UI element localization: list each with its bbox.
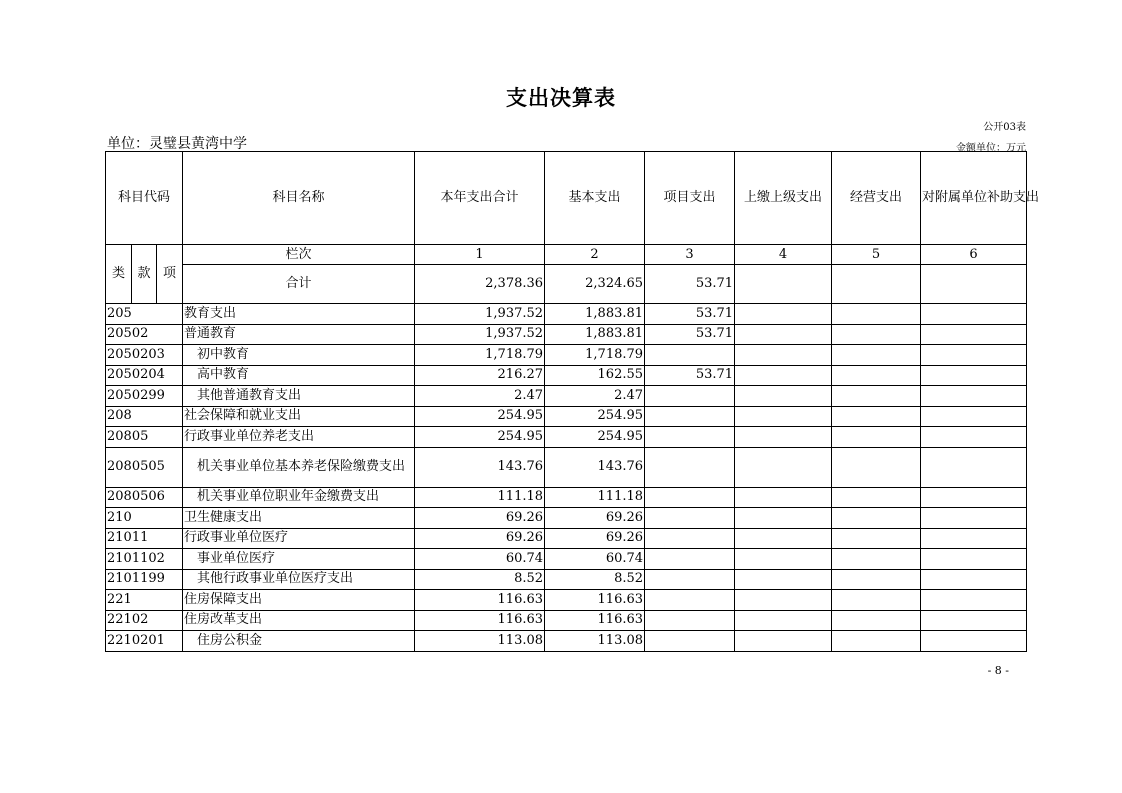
col-number-4: 4 [735,245,832,265]
row-business [832,569,921,590]
row-basic: 1,883.81 [545,304,645,325]
row-basic: 2.47 [545,386,645,407]
row-total: 8.52 [415,569,545,590]
col-number-1: 1 [415,245,545,265]
header-basic: 基本支出 [545,152,645,245]
row-upper [735,590,832,611]
row-code: 21011 [106,528,183,549]
table-row [106,487,1027,508]
header-subsidy: 对附属单位补助支出 [921,152,1027,245]
table-row [106,590,1027,611]
row-name: 高中教育 [183,365,415,386]
row-total: 254.95 [415,406,545,427]
row-upper [735,324,832,345]
row-basic: 60.74 [545,549,645,570]
row-business [832,590,921,611]
total-project: 53.71 [645,265,735,304]
row-basic: 162.55 [545,365,645,386]
total-row [106,265,1027,304]
row-total: 254.95 [415,427,545,448]
header-total: 本年支出合计 [415,152,545,245]
column-number-row [106,245,1027,265]
row-code: 20502 [106,324,183,345]
row-basic: 254.95 [545,406,645,427]
row-subsidy [921,427,1027,448]
header-business: 经营支出 [832,152,921,245]
row-project [645,447,735,487]
col-number-3: 3 [645,245,735,265]
row-basic: 116.63 [545,610,645,631]
row-business [832,427,921,448]
row-subsidy [921,406,1027,427]
col-number-6: 6 [921,245,1027,265]
row-name: 其他普通教育支出 [183,386,415,407]
row-name: 社会保障和就业支出 [183,406,415,427]
row-upper [735,365,832,386]
table-row [106,447,1027,487]
row-project [645,528,735,549]
row-business [832,487,921,508]
row-name: 其他行政事业单位医疗支出 [183,569,415,590]
row-project [645,569,735,590]
row-subsidy [921,631,1027,652]
row-basic: 8.52 [545,569,645,590]
row-project: 53.71 [645,324,735,345]
page-title: 支出决算表 [506,86,616,110]
row-upper [735,345,832,366]
row-project [645,631,735,652]
row-basic: 111.18 [545,487,645,508]
row-upper [735,631,832,652]
row-basic: 69.26 [545,508,645,529]
row-upper [735,447,832,487]
total-label: 合计 [183,265,415,304]
row-upper [735,304,832,325]
row-subsidy [921,487,1027,508]
row-name: 住房公积金 [183,631,415,652]
row-name: 行政事业单位养老支出 [183,427,415,448]
row-basic: 1,883.81 [545,324,645,345]
row-name: 机关事业单位职业年金缴费支出 [183,487,415,508]
header-name: 科目名称 [183,152,415,245]
row-name: 普通教育 [183,324,415,345]
row-subsidy [921,549,1027,570]
total-subsidy [921,265,1027,304]
header-project: 项目支出 [645,152,735,245]
row-business [832,324,921,345]
table-row [106,345,1027,366]
row-project [645,549,735,570]
row-code: 2050204 [106,365,183,386]
form-number: 公开03表 [983,122,1026,133]
header-upper: 上缴上级支出 [735,152,832,245]
row-code: 2101199 [106,569,183,590]
table-row [106,508,1027,529]
row-code: 210 [106,508,183,529]
table-row [106,528,1027,549]
row-basic: 143.76 [545,447,645,487]
row-business [832,345,921,366]
unit-label: 单位：灵璧县黄湾中学 [107,136,247,152]
row-subsidy [921,447,1027,487]
total-business [832,265,921,304]
row-subsidy [921,345,1027,366]
row-total: 1,718.79 [415,345,545,366]
row-code: 2080505 [106,447,183,487]
row-code: 2050203 [106,345,183,366]
row-total: 1,937.52 [415,304,545,325]
row-subsidy [921,528,1027,549]
row-total: 60.74 [415,549,545,570]
expenditure-table [105,151,1040,652]
amount-unit: 金额单位：万元 [956,143,1026,154]
header-lanci: 栏次 [183,245,415,265]
row-subsidy [921,569,1027,590]
row-project [645,345,735,366]
row-upper [735,406,832,427]
row-subsidy [921,508,1027,529]
header-row [106,152,1027,245]
row-business [832,610,921,631]
header-lei: 类 [106,245,132,304]
row-total: 69.26 [415,528,545,549]
row-business [832,365,921,386]
row-project [645,590,735,611]
header-kuan: 款 [132,245,157,304]
row-upper [735,386,832,407]
col-number-2: 2 [545,245,645,265]
row-business [832,447,921,487]
table-row [106,549,1027,570]
row-code: 2210201 [106,631,183,652]
row-project [645,508,735,529]
row-subsidy [921,365,1027,386]
row-total: 116.63 [415,590,545,611]
row-project [645,427,735,448]
row-total: 116.63 [415,610,545,631]
table-row [106,365,1027,386]
row-upper [735,508,832,529]
row-name: 机关事业单位基本养老保险缴费支出 [183,447,415,487]
header-xiang: 项 [157,245,183,304]
row-upper [735,569,832,590]
row-name: 初中教育 [183,345,415,366]
row-business [832,631,921,652]
row-business [832,508,921,529]
row-name: 事业单位医疗 [183,549,415,570]
row-business [832,406,921,427]
row-project [645,406,735,427]
row-business [832,528,921,549]
row-code: 2101102 [106,549,183,570]
total-sum: 2,378.36 [415,265,545,304]
total-upper [735,265,832,304]
row-upper [735,549,832,570]
table-row [106,427,1027,448]
row-basic: 116.63 [545,590,645,611]
row-business [832,549,921,570]
table-row [106,610,1027,631]
row-upper [735,487,832,508]
row-project [645,386,735,407]
row-project [645,610,735,631]
row-basic: 1,718.79 [545,345,645,366]
row-total: 1,937.52 [415,324,545,345]
row-code: 22102 [106,610,183,631]
row-total: 216.27 [415,365,545,386]
row-total: 111.18 [415,487,545,508]
row-code: 205 [106,304,183,325]
row-project: 53.71 [645,365,735,386]
row-subsidy [921,610,1027,631]
row-code: 208 [106,406,183,427]
row-upper [735,528,832,549]
table-row [106,386,1027,407]
row-project: 53.71 [645,304,735,325]
total-basic: 2,324.65 [545,265,645,304]
row-total: 69.26 [415,508,545,529]
row-basic: 254.95 [545,427,645,448]
table-row [106,406,1027,427]
table-row [106,304,1027,325]
row-subsidy [921,590,1027,611]
header-code: 科目代码 [106,152,183,245]
row-name: 教育支出 [183,304,415,325]
row-upper [735,427,832,448]
row-name: 卫生健康支出 [183,508,415,529]
row-code: 2050299 [106,386,183,407]
table-row [106,324,1027,345]
row-subsidy [921,304,1027,325]
row-name: 住房保障支出 [183,590,415,611]
row-subsidy [921,386,1027,407]
row-total: 143.76 [415,447,545,487]
row-code: 2080506 [106,487,183,508]
table-row [106,569,1027,590]
row-basic: 69.26 [545,528,645,549]
row-upper [735,610,832,631]
table-row [106,631,1027,652]
col-number-5: 5 [832,245,921,265]
row-business [832,304,921,325]
row-total: 2.47 [415,386,545,407]
row-project [645,487,735,508]
row-basic: 113.08 [545,631,645,652]
row-subsidy [921,324,1027,345]
row-name: 行政事业单位医疗 [183,528,415,549]
row-code: 20805 [106,427,183,448]
row-name: 住房改革支出 [183,610,415,631]
row-total: 113.08 [415,631,545,652]
row-code: 221 [106,590,183,611]
page-number: - 8 - [987,664,1009,677]
row-business [832,386,921,407]
